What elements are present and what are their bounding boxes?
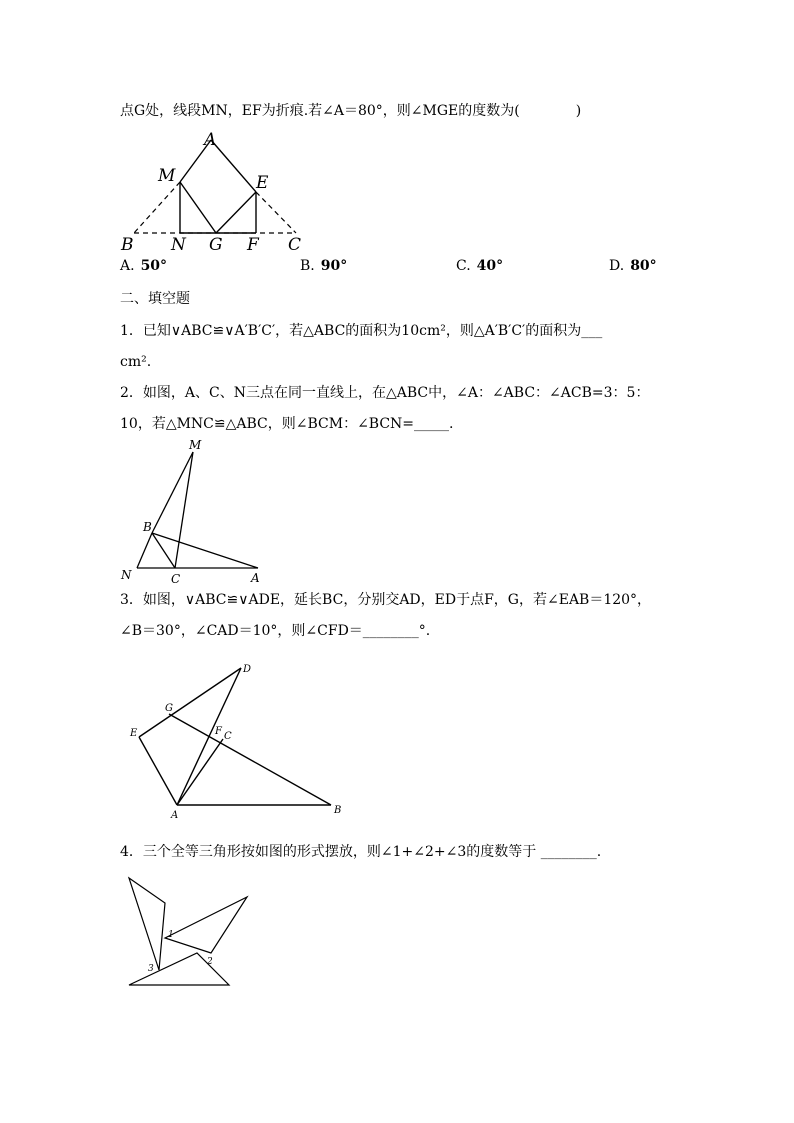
q2-line1: 2．如图，A、C、N三点在同一直线上，在△ABC中，∠A：∠ABC：∠ACB=3：5： bbox=[120, 385, 650, 401]
label-g: G bbox=[165, 703, 173, 714]
option-b[interactable]: B. 90° bbox=[300, 258, 348, 274]
triangle-left bbox=[129, 878, 165, 970]
section-title: 二、填空题 bbox=[120, 291, 190, 307]
label-e: E bbox=[130, 728, 138, 739]
q1-line1: 1．已知∨ABC≌∨A′B′C′，若△ABC的面积为10cm²，则△A′B′C′的面积为___ bbox=[120, 323, 603, 339]
label-m: M bbox=[158, 166, 176, 186]
label-c: C bbox=[171, 572, 181, 586]
label-b: B bbox=[143, 520, 152, 534]
triangle-bottom bbox=[129, 953, 229, 985]
label-n: N bbox=[121, 568, 132, 582]
option-c[interactable]: C. 40° bbox=[456, 258, 504, 274]
segment-eg bbox=[216, 192, 256, 233]
angle-2-label: 2 bbox=[207, 957, 213, 967]
label-c: C bbox=[224, 731, 232, 742]
segment-gb bbox=[169, 714, 331, 805]
segment-bc bbox=[152, 533, 175, 568]
label-f: F bbox=[247, 235, 259, 255]
segment-nb bbox=[137, 533, 152, 568]
q3-figure bbox=[125, 660, 355, 820]
q1-line2: cm². bbox=[120, 354, 152, 370]
option-a[interactable]: A. 50° bbox=[120, 258, 168, 274]
label-a: A bbox=[171, 810, 179, 821]
q2-line2: 10，若△MNC≌△ABC，则∠BCM：∠BCN=_____. bbox=[120, 416, 454, 432]
segment-ba bbox=[152, 533, 258, 568]
q4-line1: 4．三个全等三角形按如图的形式摆放，则∠1+∠2+∠3的度数等于 ________. bbox=[120, 844, 602, 860]
fold-triangle-figure bbox=[118, 130, 318, 260]
segment-ac bbox=[177, 739, 223, 805]
label-c: C bbox=[288, 235, 302, 255]
label-e: E bbox=[256, 173, 269, 193]
label-m: M bbox=[189, 438, 202, 452]
label-a: A bbox=[251, 571, 260, 585]
label-a: A bbox=[204, 130, 217, 150]
label-b: B bbox=[334, 805, 342, 816]
label-n: N bbox=[171, 235, 186, 255]
q2-figure bbox=[115, 437, 265, 587]
segment-ec-dashed bbox=[256, 192, 296, 233]
q-prev-text: 点G处，线段MN，EF为折痕.若∠A＝80°，则∠MGE的度数为( ) bbox=[120, 103, 582, 119]
triangle-right bbox=[165, 897, 247, 953]
segment-mg bbox=[180, 182, 216, 233]
segment-ae bbox=[211, 140, 256, 192]
label-g: G bbox=[209, 235, 223, 255]
option-d[interactable]: D. 80° bbox=[609, 258, 657, 274]
label-d: D bbox=[243, 664, 252, 675]
q3-line1: 3．如图，∨ABC≌∨ADE，延长BC，分别交AD，ED于点F，G，若∠EAB＝120°， bbox=[120, 592, 652, 608]
label-f: F bbox=[215, 726, 222, 737]
angle-1-label: 1 bbox=[168, 930, 174, 940]
q3-line2: ∠B＝30°，∠CAD＝10°，则∠CFD＝________°. bbox=[120, 623, 431, 639]
segment-ae bbox=[139, 737, 177, 805]
segment-mb-dashed bbox=[134, 182, 180, 233]
q4-figure bbox=[125, 875, 255, 990]
angle-3-label: 3 bbox=[148, 964, 154, 974]
segment-ed bbox=[139, 668, 241, 737]
label-b: B bbox=[121, 235, 134, 255]
